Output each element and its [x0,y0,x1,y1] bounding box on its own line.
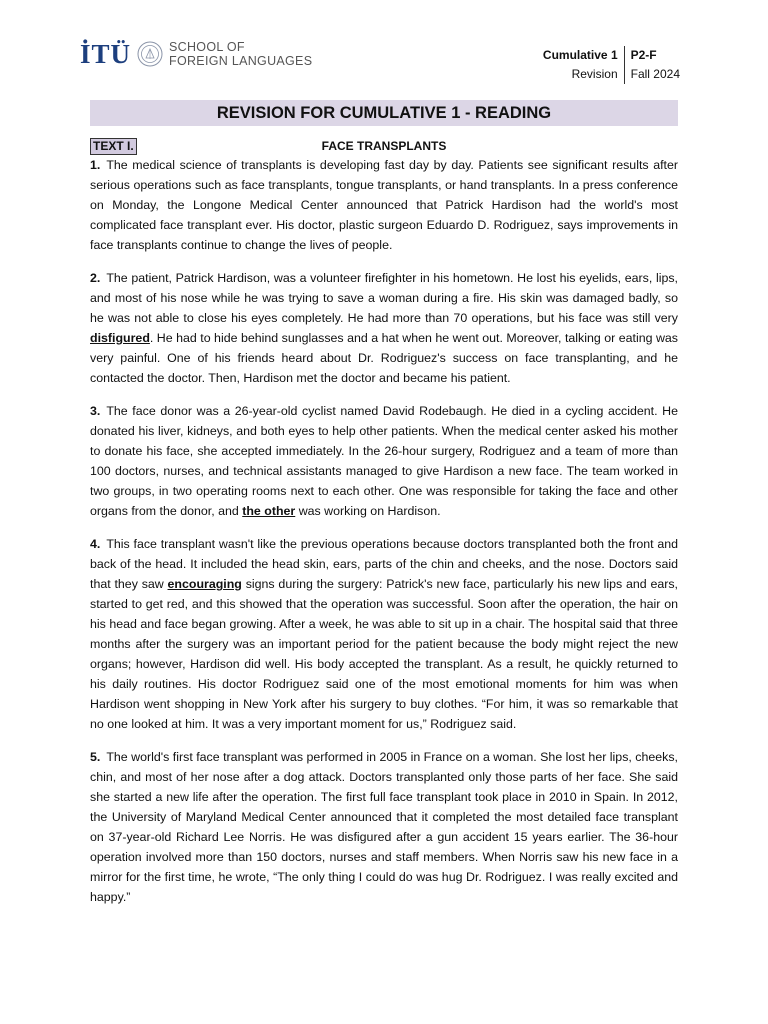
school-name-line2: FOREIGN LANGUAGES [169,54,313,68]
paragraph-text: . He had to hide behind sunglasses and a hat when he went out. Moreover, talking or eating was very painful. One of his friends heard about Dr. Rodriguez's success on face transplanting, and he contacted the doctor. Then, Hardison met the doctor and became his patient. [90,331,678,385]
paragraph-number: 1. [90,158,101,172]
paragraph-3 [90,401,678,521]
text-title: FACE TRANSPLANTS [321,139,447,153]
paragraph-number: 3. [90,404,101,418]
school-logo [80,40,312,68]
highlighted-word: encouraging [167,577,242,591]
paragraph-text: The face donor was a 26-year-old cyclist named David Rodebaugh. He died in a cycling accident. He donated his liver, kidneys, and both eyes to help other patients. When the medical center asked his mother to donate his face, she accepted immediately. In the 26-hour surgery, Rodriguez and a team of more than 100 doctors, nurses, and technical assistants managed to give Hardison a new face. The team worked in two groups, in two operating rooms next to each other. One was responsible for taking the face and other organs from the donor, and [90,404,678,518]
page-title: REVISION FOR CUMULATIVE 1 - READING [90,100,678,126]
paragraph-text: signs during the surgery: Patrick's new face, particularly his new lips and ears, started to get red, and this showed that the operation was successful. Soon after the operation, the hair on his head and face began growing. After a week, he was able to sit up in a chair. The hospital said that three months after the surgery was an important period for the patient because the body might reject the new organs; however, Hardison did well. His body accepted the transplant. As a result, he quickly returned to his daily routines. His doctor Rodriguez said one of the most emotional moments for him was when Hardison went shopping in New York after his surgery to buy clothes. “For him, it was so remarkable that no one looked at him. It was a very important moment for us,” Rodriguez said. [90,577,678,731]
page-header [80,36,680,96]
school-name [169,40,312,68]
paragraph-number: 2. [90,271,101,285]
paragraph-text: This face transplant wasn't like the previous operations because doctors transplanted both the front and back of the head. It included the head skin, ears, parts of the chin and cheeks, and the nose. Doctors said that they saw [90,537,678,591]
paragraph-text: The medical science of transplants is developing fast day by day. Patients see significant results after serious operations such as face transplants, tongue transplants, or hand transplants. In a press conference on Monday, the Longone Medical Center announced that Patrick Hardison had the world's most complicated face transplant ever. His doctor, plastic surgeon Eduardo D. Rodriguez, says improvements in face transplants continue to change the lives of people. [90,158,678,252]
highlighted-word: the other [242,504,296,518]
paragraph-5 [90,747,678,907]
text-label: TEXT I. [90,138,137,155]
meta-revision: Revision [571,67,618,81]
paragraph-number: 5. [90,750,101,764]
university-seal-icon [137,41,163,67]
meta-cumulative: Cumulative 1 [542,48,618,62]
school-name-line1: SCHOOL OF [169,40,245,54]
meta-term: Fall 2024 [630,67,680,81]
paragraph-4 [90,534,678,734]
paragraph-2 [90,268,678,388]
paragraph-number: 4. [90,537,101,551]
paragraph-text: The world's first face transplant was performed in 2005 in France on a woman. She lost her lips, cheeks, chin, and most of her nose after a dog attack. Doctors transplanted only those parts of her face. She said she started a new life after the operation. The first full face transplant took place in 2010 in Spain. In 2012, the University of Maryland Medical Center announced that it completed the most detailed face transplant on 37-year-old Richard Lee Norris. He was disfigured after a gun accident 15 years earlier. The 36-hour operation involved more than 150 doctors, nurses and staff members. When Norris saw his new face in a mirror for the first time, he wrote, “The only thing I could do was hug Dr. Rodriguez. I was really excited and happy.” [90,750,678,904]
paragraph-1 [90,155,678,255]
itu-logo-text: İTÜ [80,38,132,69]
reading-text [90,155,678,920]
highlighted-word: disfigured [90,331,150,345]
paragraph-text: The patient, Patrick Hardison, was a volunteer firefighter in his hometown. He lost his eyelids, ears, lips, and most of his nose while he was trying to save a woman during a fire. His skin was damaged badly, so he was not able to close his eyes completely. He had more than 70 operations, but his face was still very [90,271,678,325]
paragraph-text: was working on Hardison. [295,504,441,518]
meta-level: P2-F [630,48,657,62]
document-meta [543,46,680,84]
